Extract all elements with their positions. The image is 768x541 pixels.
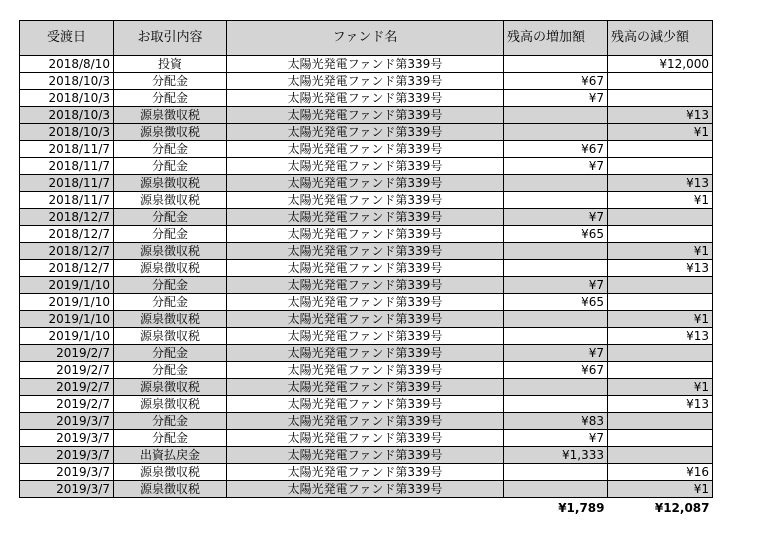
cell-decrease [608,413,713,430]
cell-type: 分配金 [114,141,227,158]
cell-date: 2019/2/7 [20,396,114,413]
cell-increase [504,464,608,481]
totals-spacer [20,498,114,519]
cell-increase: ¥7 [504,345,608,362]
cell-decrease [608,430,713,447]
cell-type: 出資払戻金 [114,447,227,464]
cell-increase: ¥7 [504,430,608,447]
cell-type: 分配金 [114,362,227,379]
cell-fund: 太陽光発電ファンド第339号 [227,90,504,107]
cell-type: 分配金 [114,90,227,107]
cell-date: 2018/11/7 [20,158,114,175]
cell-date: 2019/3/7 [20,430,114,447]
cell-fund: 太陽光発電ファンド第339号 [227,379,504,396]
cell-decrease [608,277,713,294]
cell-type: 分配金 [114,209,227,226]
cell-date: 2018/12/7 [20,226,114,243]
table-row [20,73,713,90]
table-row [20,345,713,362]
table-row [20,158,713,175]
cell-fund: 太陽光発電ファンド第339号 [227,175,504,192]
cell-increase [504,328,608,345]
cell-fund: 太陽光発電ファンド第339号 [227,464,504,481]
cell-date: 2019/1/10 [20,294,114,311]
cell-decrease: ¥13 [608,396,713,413]
cell-date: 2018/11/7 [20,192,114,209]
cell-date: 2018/10/3 [20,124,114,141]
cell-date: 2019/3/7 [20,413,114,430]
cell-increase: ¥1,333 [504,447,608,464]
cell-type: 分配金 [114,430,227,447]
cell-fund: 太陽光発電ファンド第339号 [227,73,504,90]
table-row [20,141,713,158]
cell-increase [504,124,608,141]
cell-fund: 太陽光発電ファンド第339号 [227,430,504,447]
header-row [20,21,713,56]
cell-increase [504,192,608,209]
cell-fund: 太陽光発電ファンド第339号 [227,345,504,362]
cell-decrease: ¥12,000 [608,56,713,73]
total-increase: ¥1,789 [504,498,608,519]
cell-date: 2019/3/7 [20,447,114,464]
table-row [20,107,713,124]
cell-increase: ¥67 [504,73,608,90]
cell-decrease: ¥1 [608,379,713,396]
table-row [20,124,713,141]
table-row [20,362,713,379]
table-row [20,294,713,311]
cell-decrease: ¥13 [608,260,713,277]
cell-type: 源泉徴収税 [114,260,227,277]
cell-date: 2019/1/10 [20,328,114,345]
col-header-type: お取引内容 [114,21,227,56]
table-row [20,277,713,294]
cell-increase: ¥67 [504,141,608,158]
cell-date: 2018/12/7 [20,209,114,226]
cell-fund: 太陽光発電ファンド第339号 [227,56,504,73]
cell-type: 源泉徴収税 [114,396,227,413]
cell-type: 源泉徴収税 [114,124,227,141]
cell-date: 2019/2/7 [20,379,114,396]
cell-type: 源泉徴収税 [114,328,227,345]
cell-fund: 太陽光発電ファンド第339号 [227,260,504,277]
cell-decrease [608,158,713,175]
cell-fund: 太陽光発電ファンド第339号 [227,209,504,226]
total-decrease: ¥12,087 [608,498,713,519]
cell-fund: 太陽光発電ファンド第339号 [227,107,504,124]
cell-fund: 太陽光発電ファンド第339号 [227,192,504,209]
cell-fund: 太陽光発電ファンド第339号 [227,328,504,345]
col-header-decrease: 残高の減少額 [608,21,713,56]
cell-date: 2018/10/3 [20,73,114,90]
cell-fund: 太陽光発電ファンド第339号 [227,226,504,243]
cell-fund: 太陽光発電ファンド第339号 [227,362,504,379]
cell-fund: 太陽光発電ファンド第339号 [227,124,504,141]
cell-increase: ¥83 [504,413,608,430]
cell-type: 分配金 [114,158,227,175]
cell-decrease: ¥1 [608,243,713,260]
cell-fund: 太陽光発電ファンド第339号 [227,277,504,294]
cell-type: 源泉徴収税 [114,379,227,396]
cell-increase: ¥67 [504,362,608,379]
col-header-date: 受渡日 [20,21,114,56]
cell-type: 源泉徴収税 [114,175,227,192]
table-row [20,192,713,209]
cell-decrease: ¥1 [608,311,713,328]
table-row [20,430,713,447]
table-row [20,413,713,430]
cell-date: 2019/3/7 [20,481,114,498]
cell-increase [504,260,608,277]
cell-date: 2018/10/3 [20,107,114,124]
cell-fund: 太陽光発電ファンド第339号 [227,158,504,175]
table-row [20,260,713,277]
col-header-increase: 残高の増加額 [504,21,608,56]
cell-type: 源泉徴収税 [114,311,227,328]
table-row [20,226,713,243]
cell-fund: 太陽光発電ファンド第339号 [227,141,504,158]
cell-type: 源泉徴収税 [114,464,227,481]
cell-increase [504,175,608,192]
totals-row [20,498,713,519]
cell-increase [504,481,608,498]
cell-fund: 太陽光発電ファンド第339号 [227,294,504,311]
cell-fund: 太陽光発電ファンド第339号 [227,243,504,260]
cell-decrease: ¥16 [608,464,713,481]
cell-increase [504,56,608,73]
table-row [20,175,713,192]
table-row [20,243,713,260]
cell-type: 分配金 [114,73,227,90]
cell-date: 2018/11/7 [20,141,114,158]
cell-fund: 太陽光発電ファンド第339号 [227,396,504,413]
cell-increase [504,311,608,328]
cell-decrease [608,294,713,311]
cell-date: 2019/2/7 [20,345,114,362]
table-row [20,311,713,328]
table-row [20,396,713,413]
table-row [20,56,713,73]
cell-fund: 太陽光発電ファンド第339号 [227,413,504,430]
cell-type: 分配金 [114,226,227,243]
cell-type: 源泉徴収税 [114,243,227,260]
cell-type: 源泉徴収税 [114,481,227,498]
cell-increase [504,379,608,396]
cell-increase: ¥7 [504,90,608,107]
cell-date: 2018/12/7 [20,243,114,260]
cell-increase [504,243,608,260]
table-row [20,379,713,396]
cell-increase [504,107,608,124]
col-header-fund: ファンド名 [227,21,504,56]
cell-type: 分配金 [114,345,227,362]
transaction-table [19,20,713,518]
cell-date: 2018/11/7 [20,175,114,192]
cell-decrease: ¥1 [608,481,713,498]
cell-date: 2018/12/7 [20,260,114,277]
cell-date: 2019/3/7 [20,464,114,481]
table-row [20,481,713,498]
totals-spacer [114,498,227,519]
cell-type: 投資 [114,56,227,73]
table-row [20,328,713,345]
table-row [20,464,713,481]
cell-increase: ¥7 [504,158,608,175]
cell-date: 2019/2/7 [20,362,114,379]
cell-decrease: ¥13 [608,107,713,124]
cell-fund: 太陽光発電ファンド第339号 [227,311,504,328]
totals-spacer [227,498,504,519]
cell-increase [504,396,608,413]
cell-fund: 太陽光発電ファンド第339号 [227,447,504,464]
cell-decrease [608,73,713,90]
cell-decrease [608,141,713,158]
cell-decrease: ¥1 [608,124,713,141]
table-row [20,447,713,464]
cell-decrease: ¥13 [608,328,713,345]
cell-increase: ¥7 [504,277,608,294]
cell-type: 源泉徴収税 [114,192,227,209]
cell-decrease [608,362,713,379]
cell-increase: ¥65 [504,226,608,243]
cell-decrease [608,226,713,243]
cell-fund: 太陽光発電ファンド第339号 [227,481,504,498]
cell-decrease: ¥1 [608,192,713,209]
cell-decrease [608,345,713,362]
cell-type: 源泉徴収税 [114,107,227,124]
cell-increase: ¥7 [504,209,608,226]
table-row [20,209,713,226]
cell-type: 分配金 [114,294,227,311]
cell-date: 2019/1/10 [20,277,114,294]
table-row [20,90,713,107]
cell-type: 分配金 [114,413,227,430]
cell-decrease: ¥13 [608,175,713,192]
cell-type: 分配金 [114,277,227,294]
cell-date: 2018/10/3 [20,90,114,107]
cell-increase: ¥65 [504,294,608,311]
cell-decrease [608,447,713,464]
cell-decrease [608,209,713,226]
cell-date: 2018/8/10 [20,56,114,73]
cell-date: 2019/1/10 [20,311,114,328]
cell-decrease [608,90,713,107]
